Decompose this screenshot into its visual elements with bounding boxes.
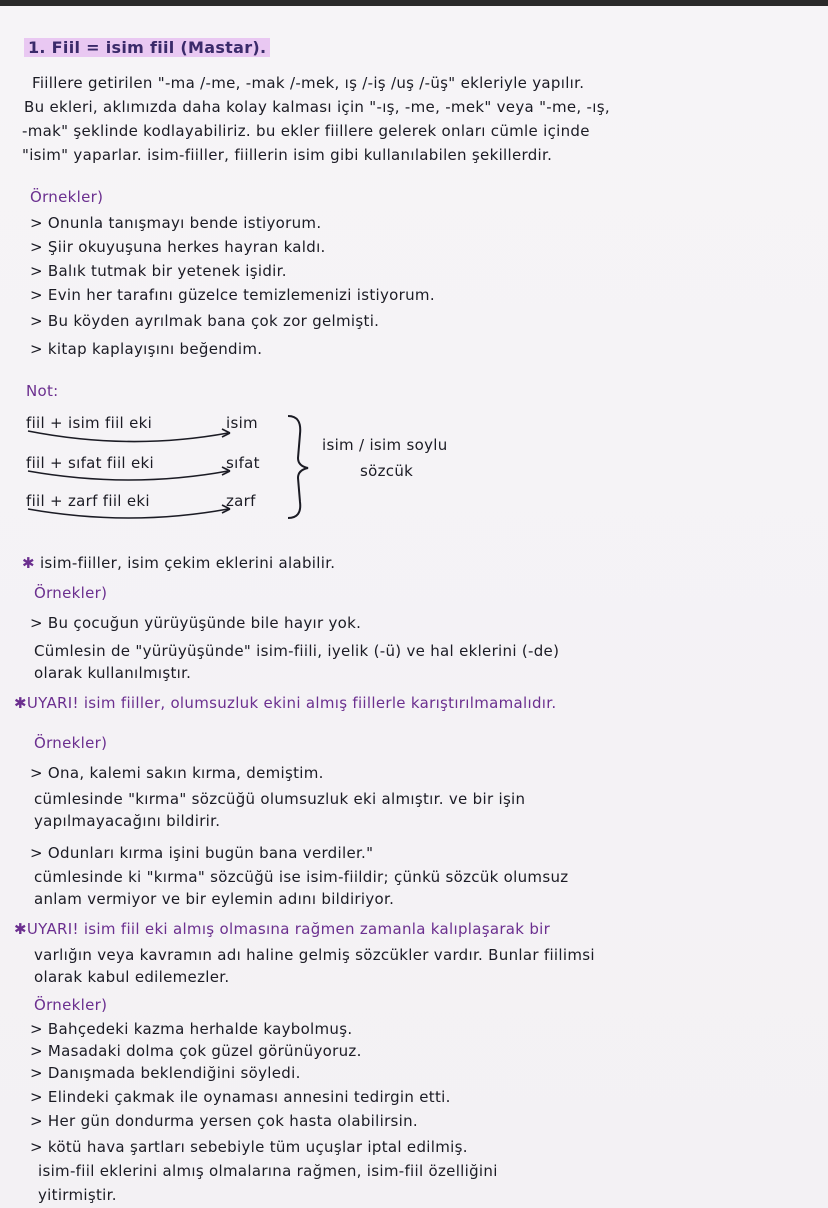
example-2-2: Cümlesin de "yürüyüşünde" isim-fiili, iyelik (-ü) ve hal eklerini (-de): [34, 642, 560, 660]
example-4-1: > Bahçedeki kazma herhalde kaybolmuş.: [30, 1020, 353, 1038]
intro-line-2: Bu ekleri, aklımızda daha kolay kalması için "-ış, -me, -mek" veya "-me, -ış,: [24, 98, 610, 116]
example-1-4: > Evin her tarafını güzelce temizlemenizi istiyorum.: [30, 286, 435, 304]
example-4-2: > Masadaki dolma çok güzel görünüyoruz.: [30, 1042, 362, 1060]
example-1-6: > kitap kaplayışını beğendim.: [30, 340, 263, 358]
warning-2-line-3: olarak kabul edilemezler.: [34, 968, 230, 986]
example-2-1: > Bu çocuğun yürüyüşünde bile hayır yok.: [30, 614, 362, 632]
example-3-1: > Ona, kalemi sakın kırma, demiştim.: [30, 764, 324, 782]
star-icon: ✱: [14, 920, 27, 938]
example-4-4: > Elindeki çakmak ile oynaması annesini tedirgin etti.: [30, 1088, 451, 1106]
note-row-3-right: zarf: [226, 492, 256, 510]
note-heading: Not:: [26, 382, 59, 400]
example-1-3: > Balık tutmak bir yetenek işidir.: [30, 262, 287, 280]
example-1-2: > Şiir okuyuşuna herkes hayran kaldı.: [30, 238, 326, 256]
example-4-5: > Her gün dondurma yersen çok hasta olabilirsin.: [30, 1112, 419, 1130]
example-3-5: cümlesinde ki "kırma" sözcüğü ise isim-fiildir; çünkü sözcük olumsuz: [34, 868, 569, 886]
intro-line-3: -mak" şeklinde kodlayabiliriz. bu ekler fiillere gelerek onları cümle içinde: [22, 122, 590, 140]
page-title: 1. Fiil = isim fiil (Mastar).: [24, 38, 270, 57]
example-2-3: olarak kullanılmıştır.: [34, 664, 192, 682]
note-row-2-left: fiil + sıfat fiil eki: [26, 454, 154, 472]
note-row-2-right: sıfat: [226, 454, 260, 472]
example-3-4: > Odunları kırma işini bugün bana verdiler.": [30, 844, 374, 862]
warning-2-text-1: UYARI! isim fiil eki almış olmasına rağmen zamanla kalıplaşarak bir: [26, 920, 551, 938]
warning-2-line-1: [14, 920, 550, 938]
arrow-curve-3: [28, 509, 228, 518]
examples-heading-4: Örnekler): [34, 996, 108, 1014]
star-line: [22, 554, 335, 572]
example-1-1: > Onunla tanışmayı bende istiyorum.: [30, 214, 322, 232]
star-line-text: isim-fiiller, isim çekim eklerini alabilir.: [39, 554, 336, 572]
intro-line-1: Fiillere getirilen "-ma /-me, -mak /-mek, ış /-iş /uş /-üş" ekleriyle yapılır.: [32, 74, 585, 92]
star-icon: ✱: [14, 694, 27, 712]
star-icon: ✱: [22, 554, 35, 572]
brace-text-2: sözcük: [360, 462, 414, 480]
example-3-6: anlam vermiyor ve bir eylemin adını bildiriyor.: [34, 890, 395, 908]
note-arrows: [20, 405, 290, 525]
examples-heading-3: Örnekler): [34, 734, 108, 752]
arrow-curve-1: [28, 431, 228, 442]
warning-1-text: UYARI! isim fiiller, olumsuzluk ekini almış fiillerle karıştırılmamalıdır.: [26, 694, 557, 712]
example-4-3: > Danışmada beklendiğini söyledi.: [30, 1064, 301, 1082]
example-1-5: > Bu köyden ayrılmak bana çok zor gelmişti.: [30, 312, 380, 330]
note-row-1-right: isim: [226, 414, 258, 432]
examples-heading-2: Örnekler): [34, 584, 108, 602]
closing-line-1: isim-fiil eklerini almış olmalarına rağmen, isim-fiil özelliğini: [38, 1162, 498, 1180]
example-3-3: yapılmayacağını bildirir.: [34, 812, 221, 830]
brace-text-1: isim / isim soylu: [322, 436, 448, 454]
closing-line-2: yitirmiştir.: [38, 1186, 117, 1204]
brace-icon: [282, 412, 312, 522]
intro-line-4: "isim" yaparlar. isim-fiiller, fiillerin isim gibi kullanılabilen şekillerdir.: [22, 146, 553, 164]
note-row-1-left: fiil + isim fiil eki: [26, 414, 153, 432]
examples-heading-1: Örnekler): [30, 188, 104, 206]
warning-1: [14, 694, 556, 712]
example-3-2: cümlesinde "kırma" sözcüğü olumsuzluk eki almıştır. ve bir işin: [34, 790, 526, 808]
example-4-6: > kötü hava şartları sebebiyle tüm uçuşlar iptal edilmiş.: [30, 1138, 468, 1156]
warning-2-line-2: varlığın veya kavramın adı haline gelmiş sözcükler vardır. Bunlar fiilimsi: [34, 946, 595, 964]
arrow-curve-2: [28, 471, 228, 480]
note-row-3-left: fiil + zarf fiil eki: [26, 492, 150, 510]
